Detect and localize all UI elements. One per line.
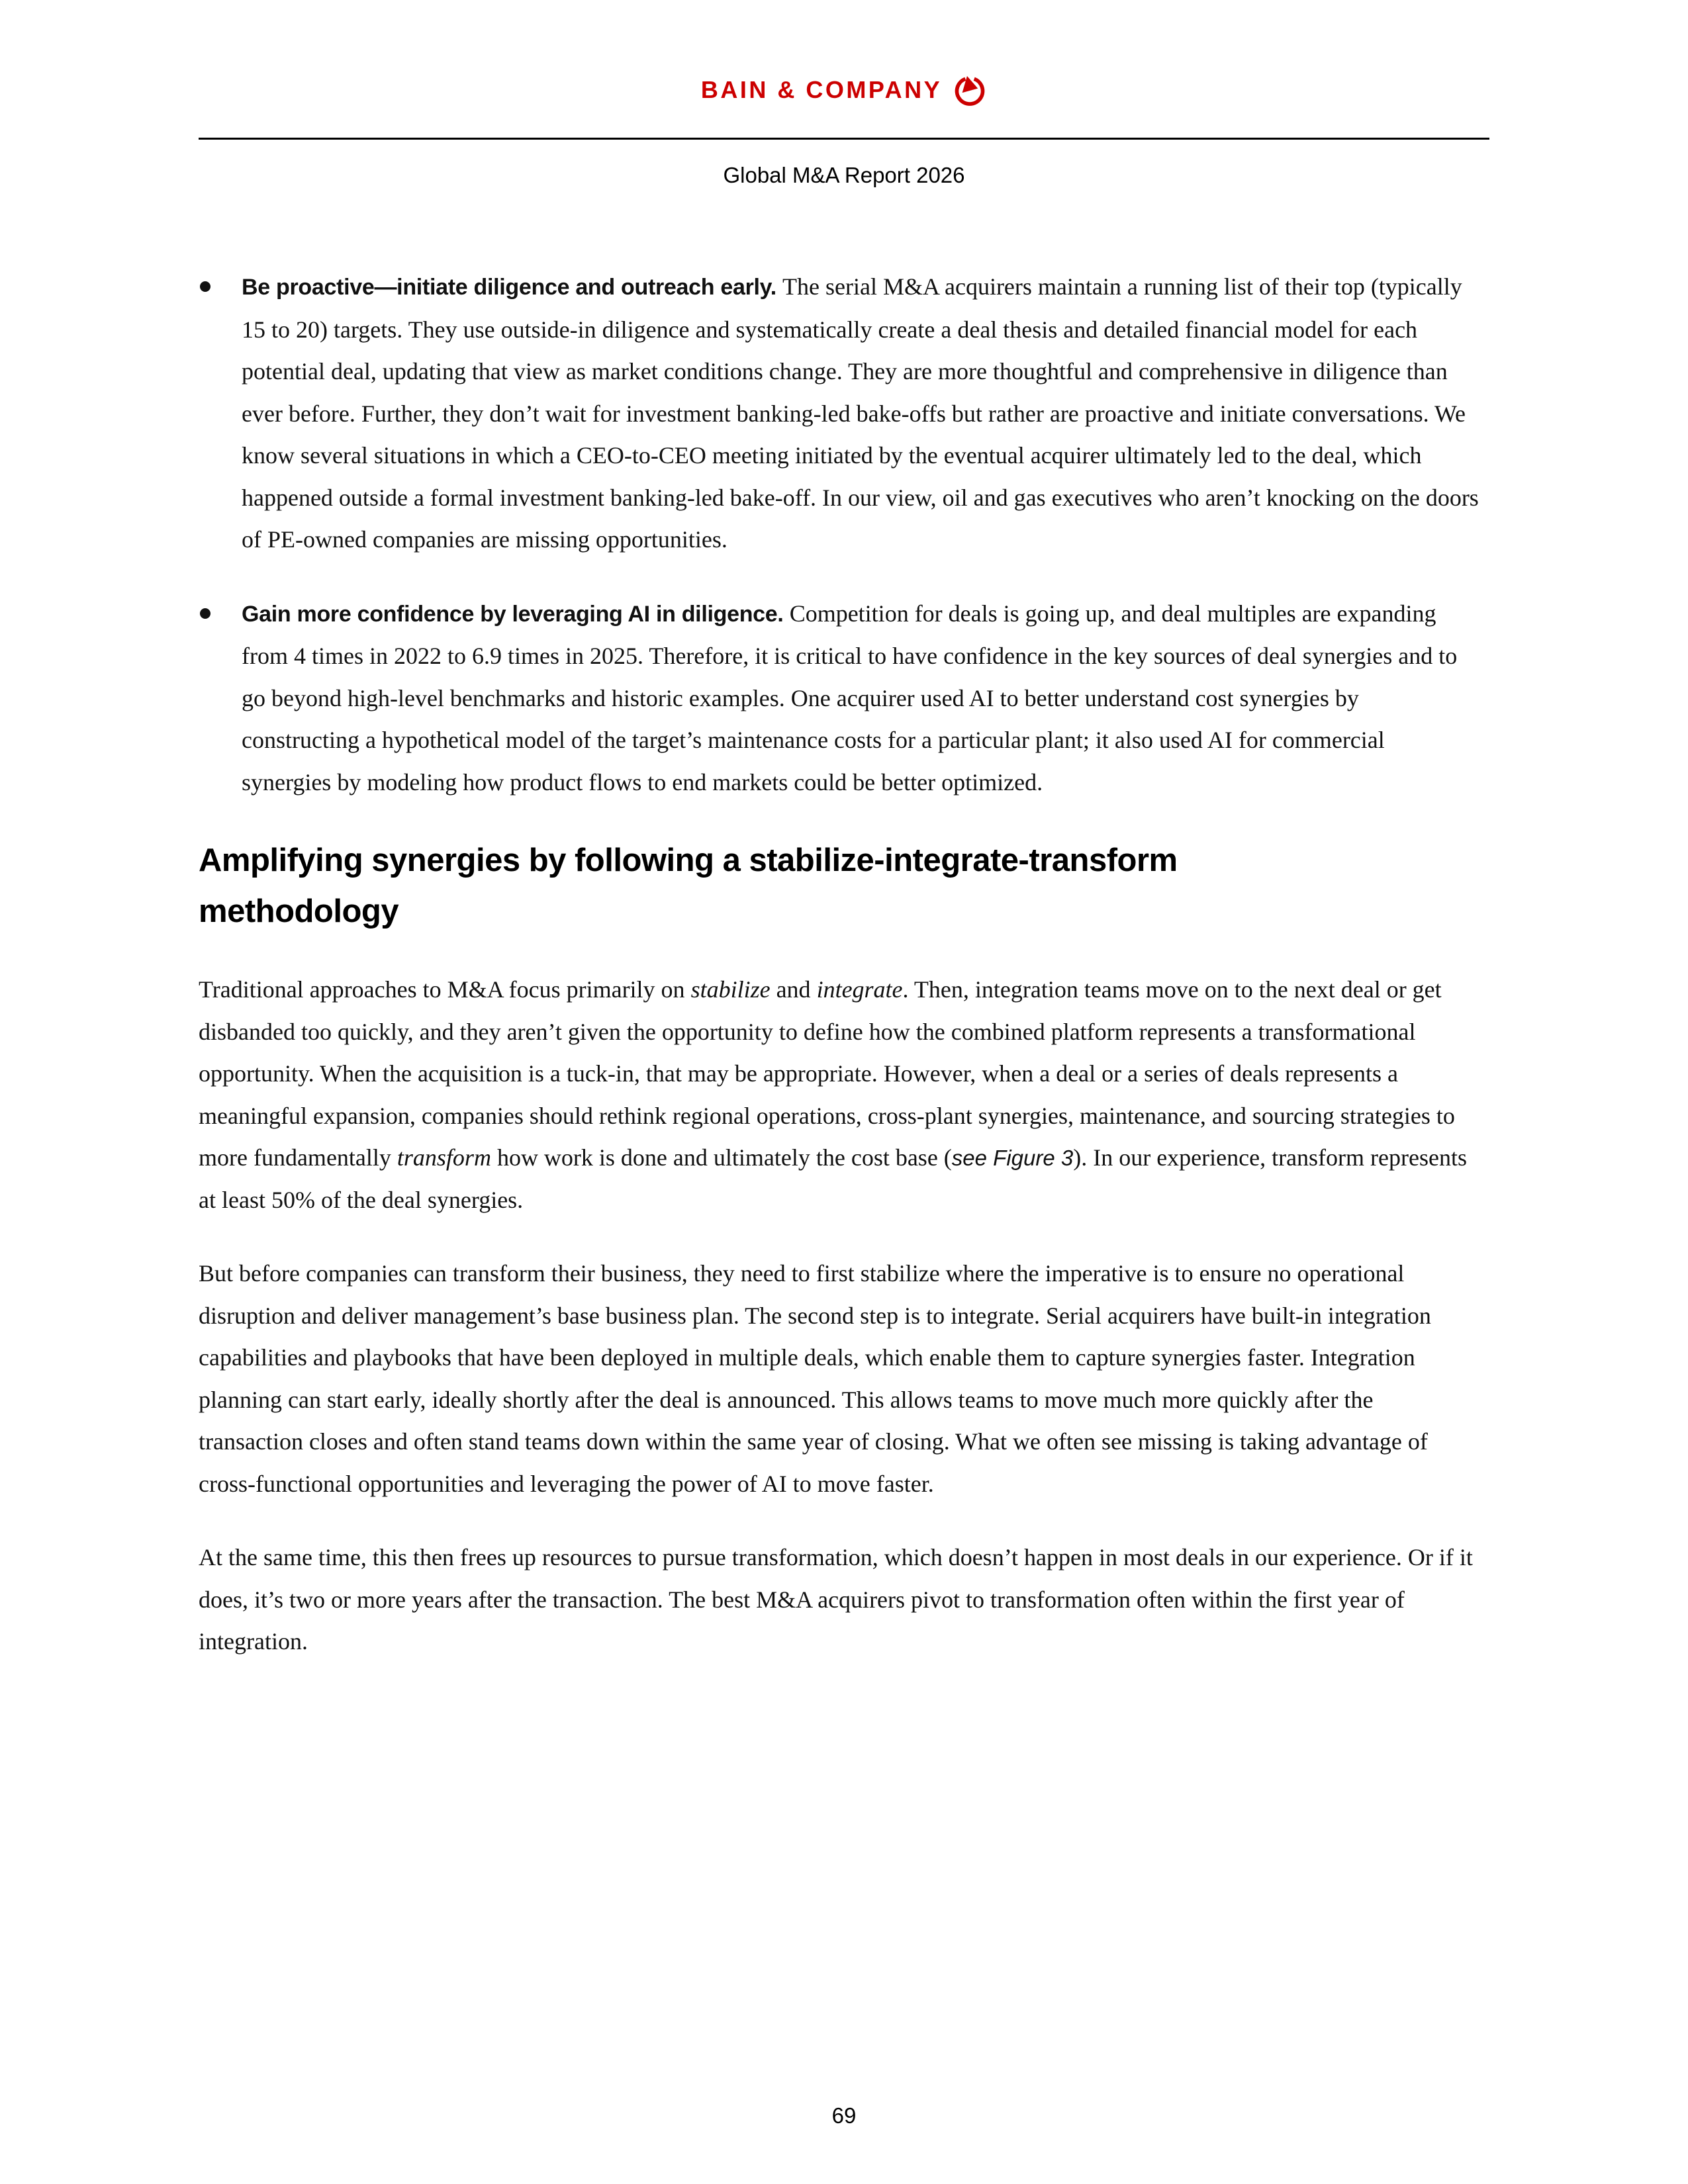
- header-divider-rule: [199, 138, 1489, 140]
- report-title: Global M&A Report 2026: [723, 163, 965, 187]
- page-number: 69: [831, 2103, 857, 2128]
- bullet-item-gain-confidence: [199, 593, 1479, 804]
- bullet-text: [242, 600, 1457, 796]
- paragraph-traditional-approaches: [199, 969, 1479, 1221]
- page-content: [199, 266, 1479, 1663]
- text-segment: and: [770, 976, 817, 1003]
- text-segment: Traditional approaches to M&A focus primarily on: [199, 976, 691, 1003]
- text-segment: see Figure 3: [951, 1146, 1074, 1170]
- text-segment: ). In our experience, transform represents at least 50% of the deal synergies.: [199, 1144, 1467, 1213]
- text-segment: stabilize: [690, 976, 771, 1003]
- text-segment: Gain more confidence by leveraging AI in diligence.: [242, 601, 790, 627]
- paragraph-but-before: [199, 1253, 1479, 1505]
- section-heading: Amplifying synergies by following a stabilize-integrate-transform methodology: [199, 842, 1178, 929]
- text-segment: how work is done and ultimately the cost base (: [491, 1144, 952, 1171]
- text-segment: But before companies can transform their business, they need to first stabilize where the imperative is to ensure no operational disruption and deliver management’s base business plan. The second step is to integrate. Serial acquirers have built-in integration capabilities and playbooks that have been deployed in multiple deals, which enable them to capture synergies faster. Integration planning can start early, ideally shortly after the deal is announced. This allows teams to move much more quickly after the transaction closes and often stand teams down within the same year of closing. What we often see missing is taking advantage of cross-functional opportunities and leveraging the power of AI to move faster.: [199, 1260, 1431, 1497]
- text-segment: . Then, integration teams move on to the next deal or get disbanded too quickly, and they aren’t given the opportunity to define how the combined platform represents a transformational opportunity. When the acquisition is a tuck-in, that may be appropriate. However, when a deal or a series of deals represents a meaningful expansion, companies should rethink regional operations, cross-plant synergies, maintenance, and sourcing strategies to more fundamentally: [199, 976, 1455, 1171]
- text-segment: At the same time, this then frees up resources to pursue transformation, which doesn’t happen in most deals in our experience. Or if it does, it’s two or more years after the transaction. The best M&A acquirers pivot to transformation often within the first year of integration.: [199, 1544, 1473, 1655]
- bain-compass-icon: [953, 73, 987, 107]
- text-segment: Competition for deals is going up, and deal multiples are expanding from 4 times in 2022 to 6.9 times in 2025. Therefore, it is critical to have confidence in the key sources of deal synergies and to go beyond high-level benchmarks and historic examples. One acquirer used AI to better understand cost synergies by constructing a hypothetical model of the target’s maintenance costs for a particular plant; it also used AI for commercial synergies by modeling how product flows to end markets could be better optimized.: [242, 600, 1458, 796]
- bain-logo: [0, 73, 1688, 107]
- bain-logo-text: BAIN & COMPANY: [700, 76, 943, 103]
- paragraph-at-the-same-time: [199, 1537, 1479, 1663]
- bullet-text: [242, 273, 1479, 553]
- bullet-marker: [200, 281, 211, 292]
- text-segment: Be proactive—initiate diligence and outreach early.: [242, 275, 783, 300]
- text-segment: transform: [397, 1144, 491, 1171]
- bullet-item-be-proactive: [199, 266, 1479, 561]
- text-segment: The serial M&A acquirers maintain a running list of their top (typically 15 to 20) targets. They use outside-in diligence and systematically create a deal thesis and detailed financial model for each potential deal, updating that view as market conditions change. They are more thoughtful and comprehensive in diligence than ever before. Further, they don’t wait for investment banking-led bake-offs but rather are proactive and initiate conversations. We know several situations in which a CEO-to-CEO meeting initiated by the eventual acquirer ultimately led to the deal, which happened outside a formal investment banking-led bake-off. In our view, oil and gas executives who aren’t knocking on the doors of PE-owned companies are missing opportunities.: [242, 273, 1479, 553]
- bullet-marker: [200, 608, 211, 619]
- text-segment: integrate: [816, 976, 903, 1003]
